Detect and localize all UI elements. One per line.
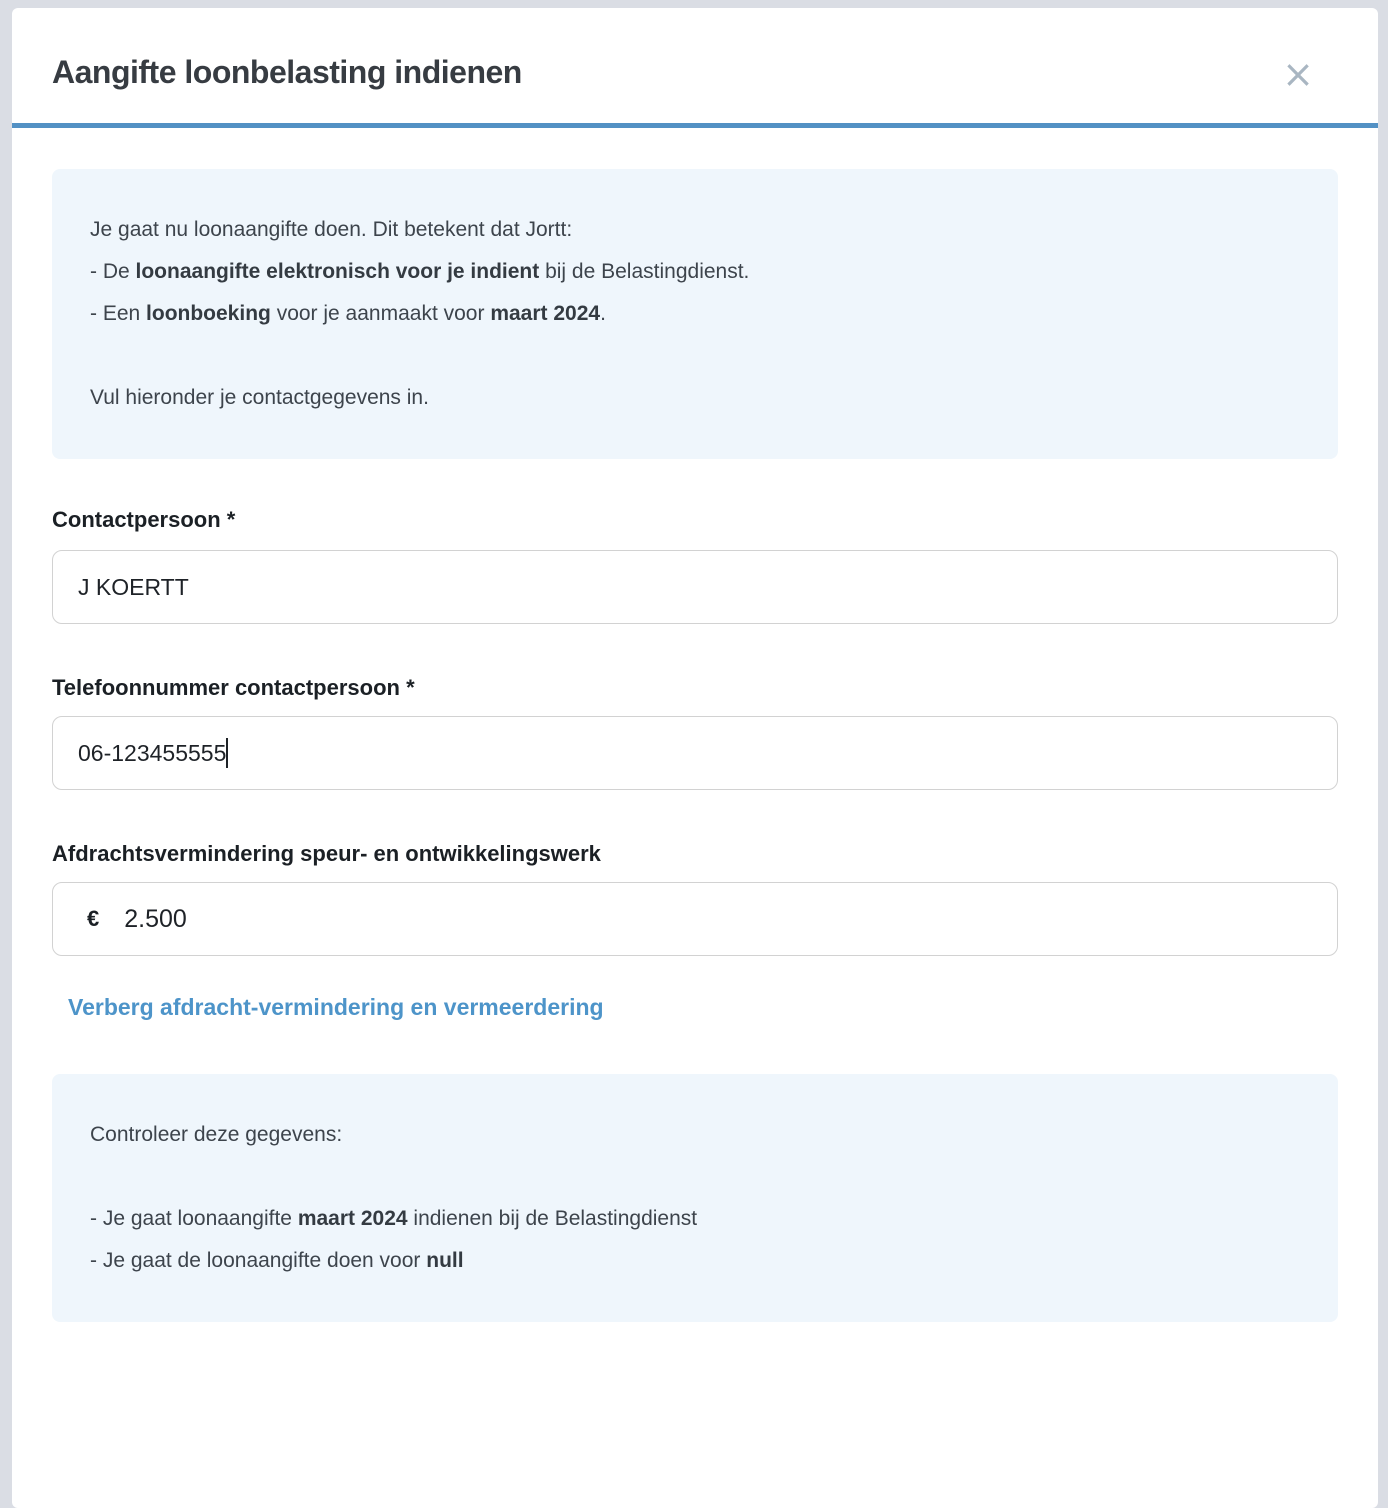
- text-line: Je gaat nu loonaangifte doen. Dit betekent dat Jortt:: [90, 218, 573, 241]
- deduction-amount-input[interactable]: [124, 905, 1312, 934]
- deduction-label: Afdrachtsvermindering speur- en ontwikkelingswerk: [52, 841, 601, 866]
- close-icon[interactable]: ×: [1276, 52, 1320, 96]
- modal-header: [12, 8, 1378, 128]
- contact-person-input[interactable]: [52, 550, 1338, 624]
- text-line: - Je gaat de loonaangifte doen voor null: [90, 1249, 464, 1272]
- phone-number-label: Telefoonnummer contactpersoon *: [52, 675, 415, 700]
- text-line: - De loonaangifte elektronisch voor je indient bij de Belastingdienst.: [90, 260, 750, 283]
- phone-input-wrap: [52, 716, 1338, 790]
- modal-body: [12, 169, 1378, 1322]
- text-line: [90, 335, 1300, 377]
- text-line: - Een loonboeking voor je aanmaakt voor maart 2024.: [90, 302, 606, 325]
- hide-deduction-link[interactable]: Verberg afdracht-vermindering en vermeerdering: [68, 994, 604, 1020]
- loonaangifte-modal: [12, 8, 1378, 1508]
- text-line: - Je gaat loonaangifte maart 2024 indienen bij de Belastingdienst: [90, 1207, 698, 1230]
- intro-info-box: [52, 169, 1338, 459]
- deduction-input-group: [52, 882, 1338, 956]
- text-line: [90, 1156, 1300, 1198]
- contact-person-label: Contactpersoon *: [52, 507, 236, 532]
- text-line: Controleer deze gegevens:: [90, 1123, 343, 1146]
- verify-info-box: [52, 1074, 1338, 1322]
- phone-number-input[interactable]: [52, 716, 1338, 790]
- text-cursor: [226, 738, 228, 768]
- text-line: Vul hieronder je contactgegevens in.: [90, 386, 429, 409]
- euro-sign: €: [87, 906, 100, 931]
- modal-title: Aangifte loonbelasting indienen: [52, 54, 522, 90]
